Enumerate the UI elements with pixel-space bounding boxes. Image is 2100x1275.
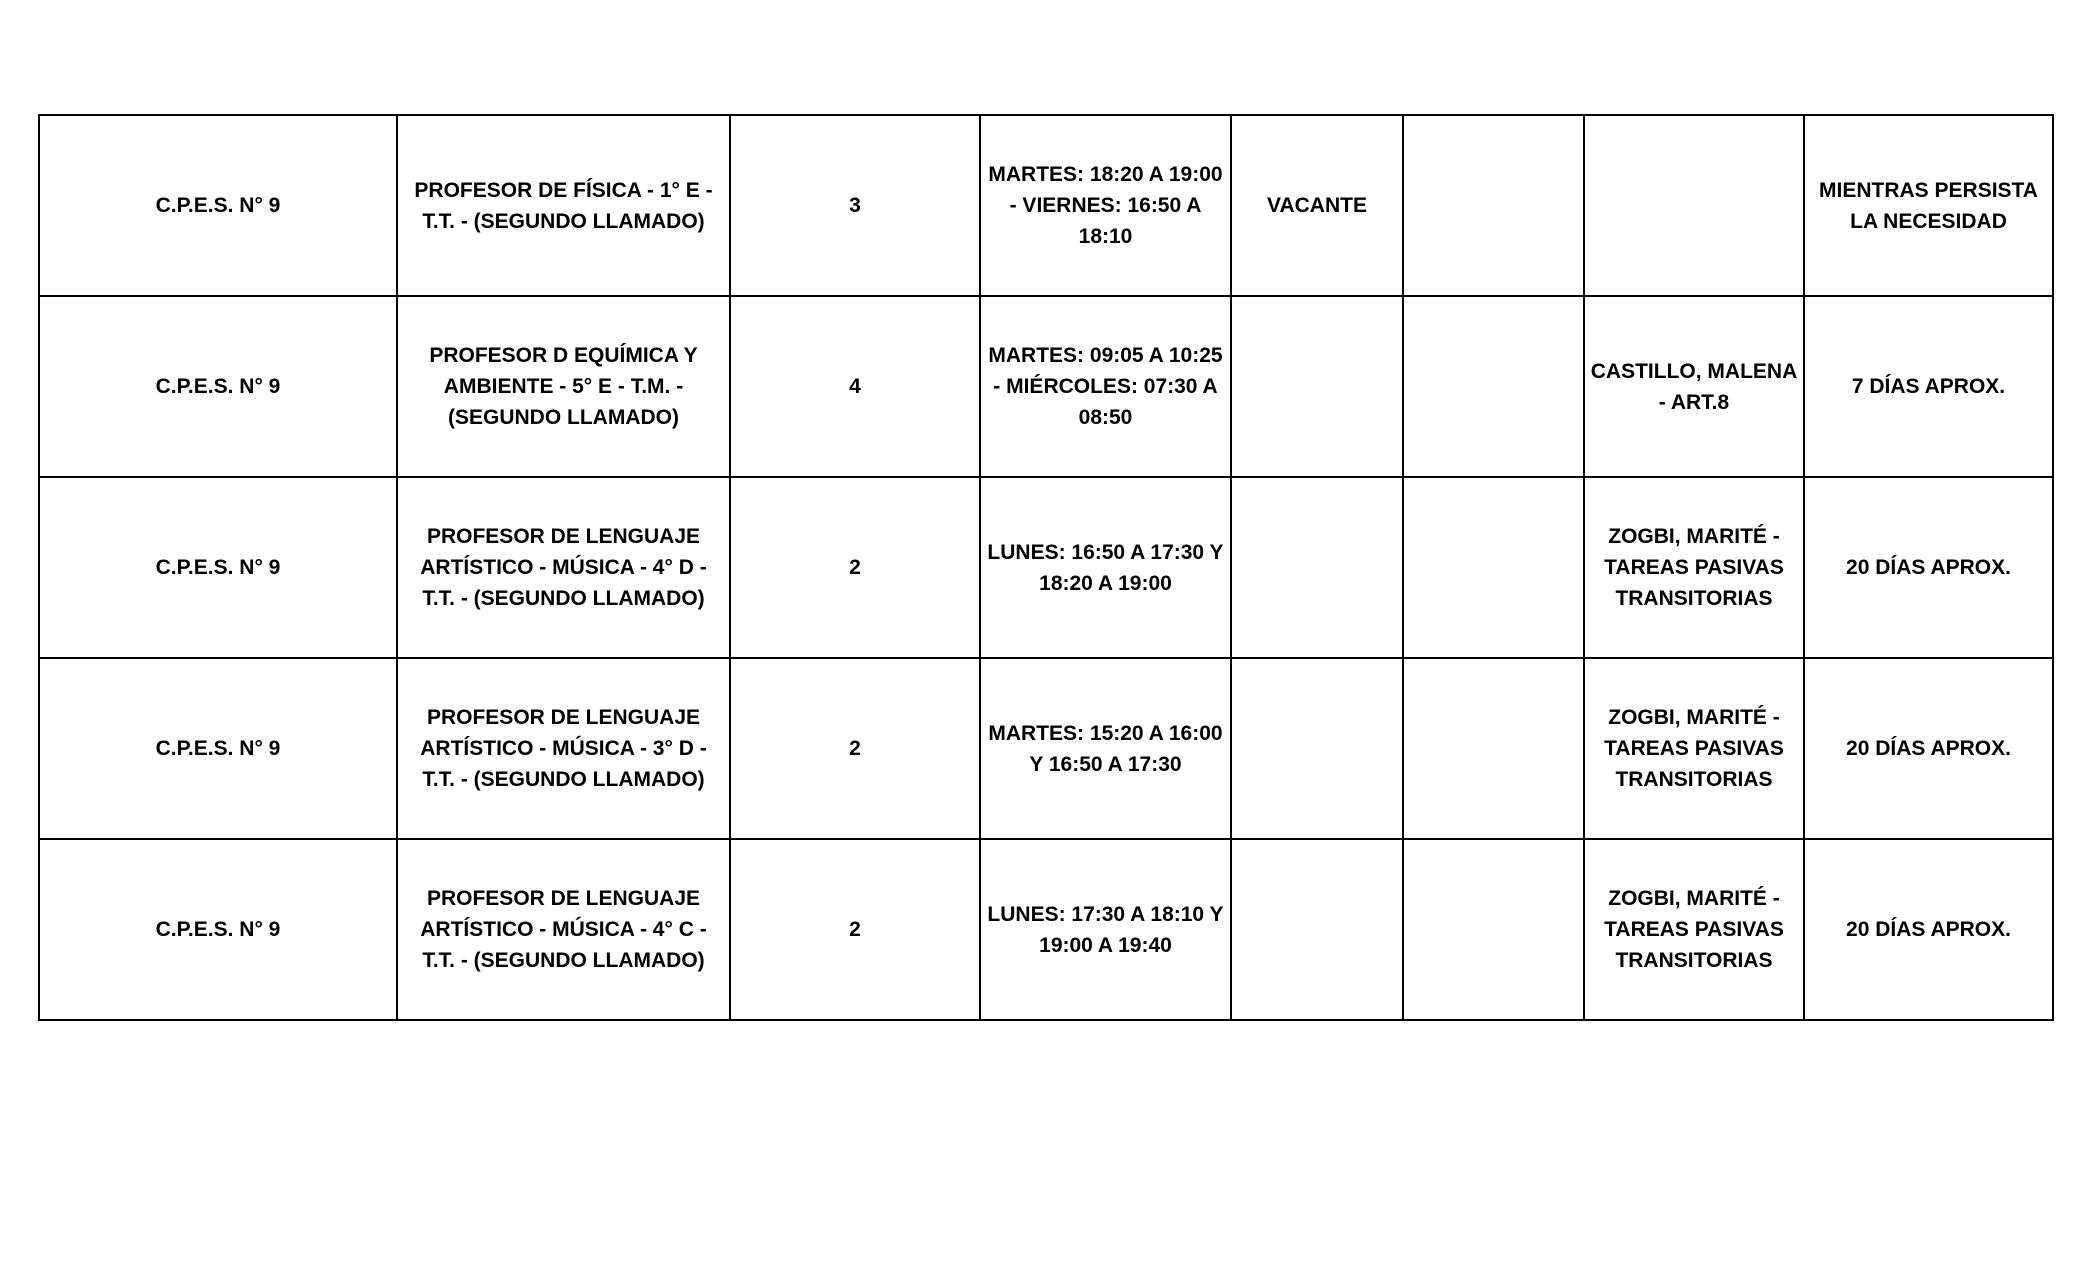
status-cell: VACANTE xyxy=(1231,115,1403,296)
empty-cell xyxy=(1403,296,1584,477)
schedule-cell: LUNES: 17:30 A 18:10 Y 19:00 A 19:40 xyxy=(980,839,1231,1020)
position-cell: PROFESOR DE LENGUAJE ARTÍSTICO - MÚSICA - 4° C - T.T. - (SEGUNDO LLAMADO) xyxy=(397,839,730,1020)
status-cell xyxy=(1231,477,1403,658)
school-cell: C.P.E.S. N° 9 xyxy=(39,839,397,1020)
empty-cell xyxy=(1403,839,1584,1020)
replaces-cell xyxy=(1584,115,1804,296)
empty-cell xyxy=(1403,658,1584,839)
hours-cell: 4 xyxy=(730,296,980,477)
schedule-cell: MARTES: 09:05 A 10:25 - MIÉRCOLES: 07:30 A 08:50 xyxy=(980,296,1231,477)
status-cell xyxy=(1231,839,1403,1020)
table-row xyxy=(39,477,2053,658)
duration-cell: 20 DÍAS APROX. xyxy=(1804,658,2053,839)
school-cell: C.P.E.S. N° 9 xyxy=(39,477,397,658)
duration-cell: 20 DÍAS APROX. xyxy=(1804,839,2053,1020)
replaces-cell: ZOGBI, MARITÉ - TAREAS PASIVAS TRANSITORIAS xyxy=(1584,477,1804,658)
position-cell: PROFESOR DE LENGUAJE ARTÍSTICO - MÚSICA - 3° D - T.T. - (SEGUNDO LLAMADO) xyxy=(397,658,730,839)
empty-cell xyxy=(1403,115,1584,296)
table-row xyxy=(39,296,2053,477)
schedule-cell: MARTES: 18:20 A 19:00 - VIERNES: 16:50 A 18:10 xyxy=(980,115,1231,296)
table-row xyxy=(39,115,2053,296)
position-cell: PROFESOR DE LENGUAJE ARTÍSTICO - MÚSICA - 4° D - T.T. - (SEGUNDO LLAMADO) xyxy=(397,477,730,658)
duration-cell: 20 DÍAS APROX. xyxy=(1804,477,2053,658)
position-cell: PROFESOR DE FÍSICA - 1° E - T.T. - (SEGUNDO LLAMADO) xyxy=(397,115,730,296)
duration-cell: MIENTRAS PERSISTA LA NECESIDAD xyxy=(1804,115,2053,296)
duration-cell: 7 DÍAS APROX. xyxy=(1804,296,2053,477)
status-cell xyxy=(1231,658,1403,839)
status-cell xyxy=(1231,296,1403,477)
replaces-cell: CASTILLO, MALENA - ART.8 xyxy=(1584,296,1804,477)
schedule-cell: MARTES: 15:20 A 16:00 Y 16:50 A 17:30 xyxy=(980,658,1231,839)
replaces-cell: ZOGBI, MARITÉ - TAREAS PASIVAS TRANSITORIAS xyxy=(1584,658,1804,839)
vacancy-table xyxy=(38,114,2054,1021)
position-cell: PROFESOR D EQUÍMICA Y AMBIENTE - 5° E - T.M. - (SEGUNDO LLAMADO) xyxy=(397,296,730,477)
hours-cell: 2 xyxy=(730,477,980,658)
hours-cell: 2 xyxy=(730,658,980,839)
hours-cell: 2 xyxy=(730,839,980,1020)
schedule-cell: LUNES: 16:50 A 17:30 Y 18:20 A 19:00 xyxy=(980,477,1231,658)
school-cell: C.P.E.S. N° 9 xyxy=(39,296,397,477)
replaces-cell: ZOGBI, MARITÉ - TAREAS PASIVAS TRANSITORIAS xyxy=(1584,839,1804,1020)
school-cell: C.P.E.S. N° 9 xyxy=(39,658,397,839)
hours-cell: 3 xyxy=(730,115,980,296)
table-row xyxy=(39,839,2053,1020)
table-row xyxy=(39,658,2053,839)
school-cell: C.P.E.S. N° 9 xyxy=(39,115,397,296)
empty-cell xyxy=(1403,477,1584,658)
